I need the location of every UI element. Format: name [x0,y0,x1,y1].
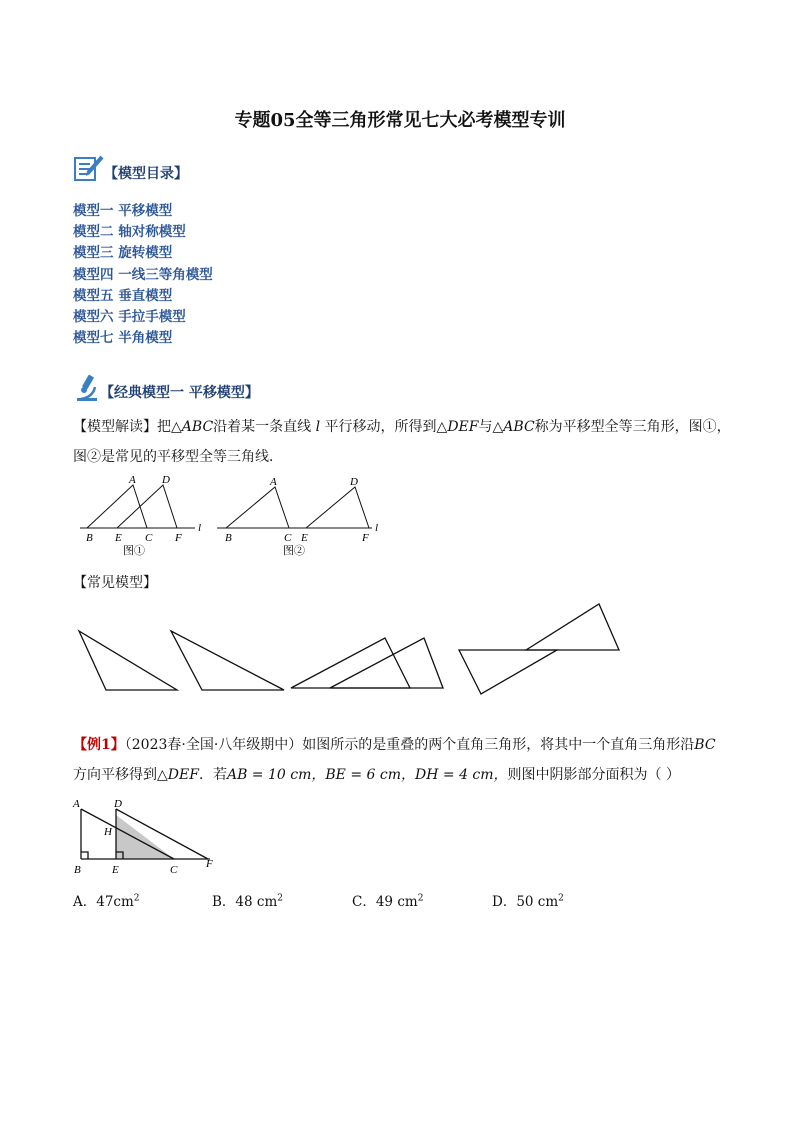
toc-item[interactable]: 模型四 一线三等角模型 [73,266,213,283]
microscope-icon [73,373,103,403]
option-value: 49 cm [375,894,418,910]
label-d: D [350,476,358,488]
label-e: E [301,532,308,544]
equation-ab: AB = 10 cm， [226,767,326,783]
option-a[interactable] [73,890,140,910]
option-sup: 2 [417,893,424,904]
math-l: l [315,419,321,435]
figure-2 [212,472,387,562]
label-b: B [86,532,93,544]
common-models-figure [70,598,630,698]
label-l: l [198,522,202,534]
math-def: DEF [447,419,479,435]
option-sup: 2 [558,893,564,904]
option-letter: D． [492,894,517,910]
label-d: D [162,474,170,486]
option-b[interactable] [212,890,283,910]
section-heading: 【经典模型一 平移模型】 [100,385,259,401]
label-c: C [284,532,292,544]
math-def: DEF [167,767,199,783]
example-figure [70,795,220,877]
figure-1 [75,472,210,562]
text: 沿着某一条直线 [213,419,312,435]
label-l: l [375,522,379,534]
toc-item[interactable]: 模型六 手拉手模型 [73,309,186,326]
math-abc: ABC [503,419,535,435]
toc-item[interactable]: 模型三 旋转模型 [73,245,173,262]
text: （2023春·全国·八年级期中）如图所示的是重叠的两个直角三角形，将其中一个直角三角形沿 [124,737,695,753]
toc-item[interactable]: 模型五 垂直模型 [73,287,173,304]
option-value: 48 cm [235,894,278,910]
figure-caption: 图① [123,544,145,557]
page-title: 专题05全等三角形常见七大必考模型专训 [234,110,566,131]
figure-caption: 图② [283,544,305,557]
label-f: F [175,532,182,544]
label-c: C [145,532,153,544]
option-sup: 2 [277,893,283,904]
text: 方向平移得到△ [73,767,168,783]
text: 平行移动，所得到△ [324,419,448,435]
text: 称为平移型全等三角形，图①， [534,419,731,435]
label-f: F [206,858,213,870]
example-1 [73,730,733,790]
option-sup: 2 [133,893,140,904]
label-e: E [115,532,122,544]
option-c[interactable] [352,890,423,910]
label-f: F [362,532,369,544]
toc-list [73,201,213,349]
option-value: 50 cm [516,894,559,910]
toc-item[interactable]: 模型一 平移模型 [73,203,173,219]
explain-label: 【模型解读】 [73,419,157,435]
label-a: A [270,476,277,488]
text: 与△ [478,419,504,435]
option-d[interactable] [492,890,564,910]
text: 把△ [157,419,182,435]
option-letter: C． [352,894,376,910]
text: 图②是常见的平移型全等三角线． [73,449,283,465]
option-letter: B． [212,894,236,910]
example-label: 【例1】 [73,737,125,753]
toc-item[interactable]: 模型二 轴对称模型 [73,224,186,241]
label-e: E [112,864,119,876]
label-b: B [225,532,232,544]
label-a: A [73,798,80,810]
label-d: D [114,798,122,810]
math-abc: ABC [181,419,214,435]
equation-dh: DH = 4 cm， [415,767,508,783]
label-h: H [104,826,112,838]
common-model-label: 【常见模型】 [73,575,157,591]
label-b: B [74,864,81,876]
option-letter: A． [73,894,97,910]
text: ．若 [198,767,227,783]
model-explanation [73,412,733,472]
notepad-pencil-icon [73,152,105,184]
equation-be: BE = 6 cm， [325,767,415,783]
toc-heading: 【模型目录】 [104,166,188,182]
label-c: C [170,864,178,876]
math-bc: BC [694,737,716,753]
option-value: 47cm [96,894,134,910]
toc-item[interactable]: 模型七 半角模型 [73,330,173,347]
label-a: A [129,474,136,486]
text: 则图中阴影部分面积为（ ） [507,767,680,783]
